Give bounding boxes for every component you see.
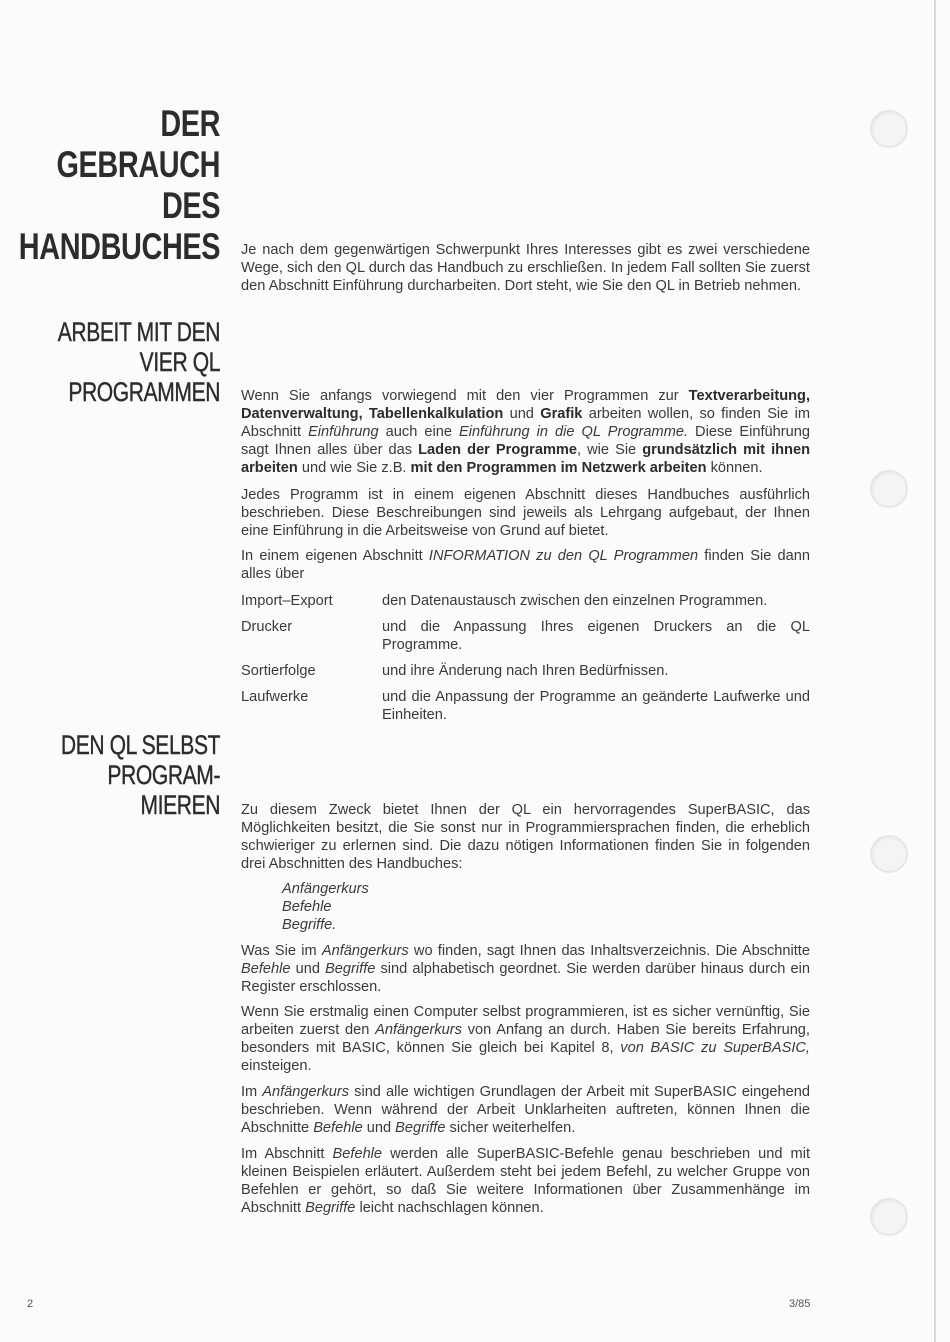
programs-paragraph: Wenn Sie anfangs vorwiegend mit den vier Programmen zur Textverarbeitung, Datenverwaltung, Tabellenkalkulation und Grafik arbeiten wollen, so finden Sie im Abschnitt Einführung auch eine Einführung in die QL Programme. Diese Einführung sagt Ihnen alles über das Laden der Programme, wie Sie grundsätzlich mit ihnen arbeiten und wie Sie z.B. mit den Programmen im Netzwerk arbeiten können. bbox=[241, 388, 811, 476]
handbook-sections-list bbox=[282, 880, 369, 934]
punch-hole bbox=[870, 470, 908, 508]
section-heading-programs: ARBEIT MIT DEN VIER QL PROGRAMMEN bbox=[57, 317, 220, 407]
commands-paragraph: Im Abschnitt Befehle werden alle SuperBASIC-Befehle genau beschrieben und mit kleinen Beispielen erläutert. Außerdem steht bei jedem Befehl, zu welcher Gruppe von Befehlen er gehört, so daß Sie weitere Informationen über Zusammenhänge im Abschnitt Begriffe leicht nachschlagen können. bbox=[241, 1146, 810, 1216]
punch-hole bbox=[870, 835, 908, 873]
punch-hole bbox=[870, 110, 908, 148]
basics-paragraph: Im Anfängerkurs sind alle wichtigen Grundlagen der Arbeit mit SuperBASIC eingehend beschrieben. Wenn während der Arbeit Unklarheiten auftreten, können Ihnen die Abschnitte Befehle und Begriffe sicher weiterhelfen. bbox=[241, 1084, 810, 1136]
list-item: Befehle bbox=[282, 899, 332, 915]
beginner-paragraph: Wenn Sie erstmalig einen Computer selbst programmieren, ist es sicher vernünftig, Sie arbeiten zuerst den Anfängerkurs von Anfang an durch. Haben Sie bereits Erfahrung, besonders mit BASIC, können Sie gleich bei Kapitel 8, von BASIC zu SuperBASIC, einsteigen. bbox=[241, 1004, 810, 1074]
edition-date: 3/85 bbox=[789, 1298, 811, 1310]
punch-hole bbox=[870, 1198, 908, 1236]
superbasic-paragraph: Zu diesem Zweck bietet Ihnen der QL ein hervorragendes SuperBASIC, das Möglichkeiten besitzt, die Sie sonst nur in Programmiersprachen finden, die erheblich schwieriger zu erlernen sind. Die dazu nötigen Informationen finden Sie in folgenden drei Abschnitten des Handbuches: bbox=[241, 802, 810, 872]
programs-description-paragraph: Jedes Programm ist in einem eigenen Abschnitt dieses Handbuches ausführlich beschrieben. Diese Beschreibungen sind jeweils als Lehrgang aufgebaut, der Ihnen eine Einführung in die Arbeitsweise von Grund auf bietet. bbox=[241, 487, 810, 539]
section-heading-programming: DEN QL SELBST PROGRAM- MIEREN bbox=[60, 730, 220, 820]
intro-paragraph: Je nach dem gegenwärtigen Schwerpunkt Ihres Interesses gibt es zwei verschiedene Wege, sich den QL durch das Handbuch zu erschließen. In jedem Fall sollten Sie zuerst den Abschnitt Einführung durcharbeiten. Dort steht, wie Sie den QL in Betrieb nehmen. bbox=[241, 242, 810, 294]
page-edge bbox=[934, 0, 936, 1342]
contents-paragraph: Was Sie im Anfängerkurs wo finden, sagt Ihnen das Inhaltsverzeichnis. Die Abschnitte Befehle und Begriffe sind alphabetisch geordnet. Sie werden darüber hinaus durch ein Register erschlossen. bbox=[241, 943, 810, 995]
list-item: Begriffe. bbox=[282, 917, 337, 933]
page-number: 2 bbox=[27, 1298, 34, 1310]
information-paragraph: In einem eigenen Abschnitt INFORMATION zu den QL Programmen finden Sie dann alles über bbox=[241, 548, 810, 582]
list-item: Anfängerkurs bbox=[282, 881, 369, 897]
page-title: DER GEBRAUCH DES HANDBUCHES bbox=[18, 103, 220, 267]
